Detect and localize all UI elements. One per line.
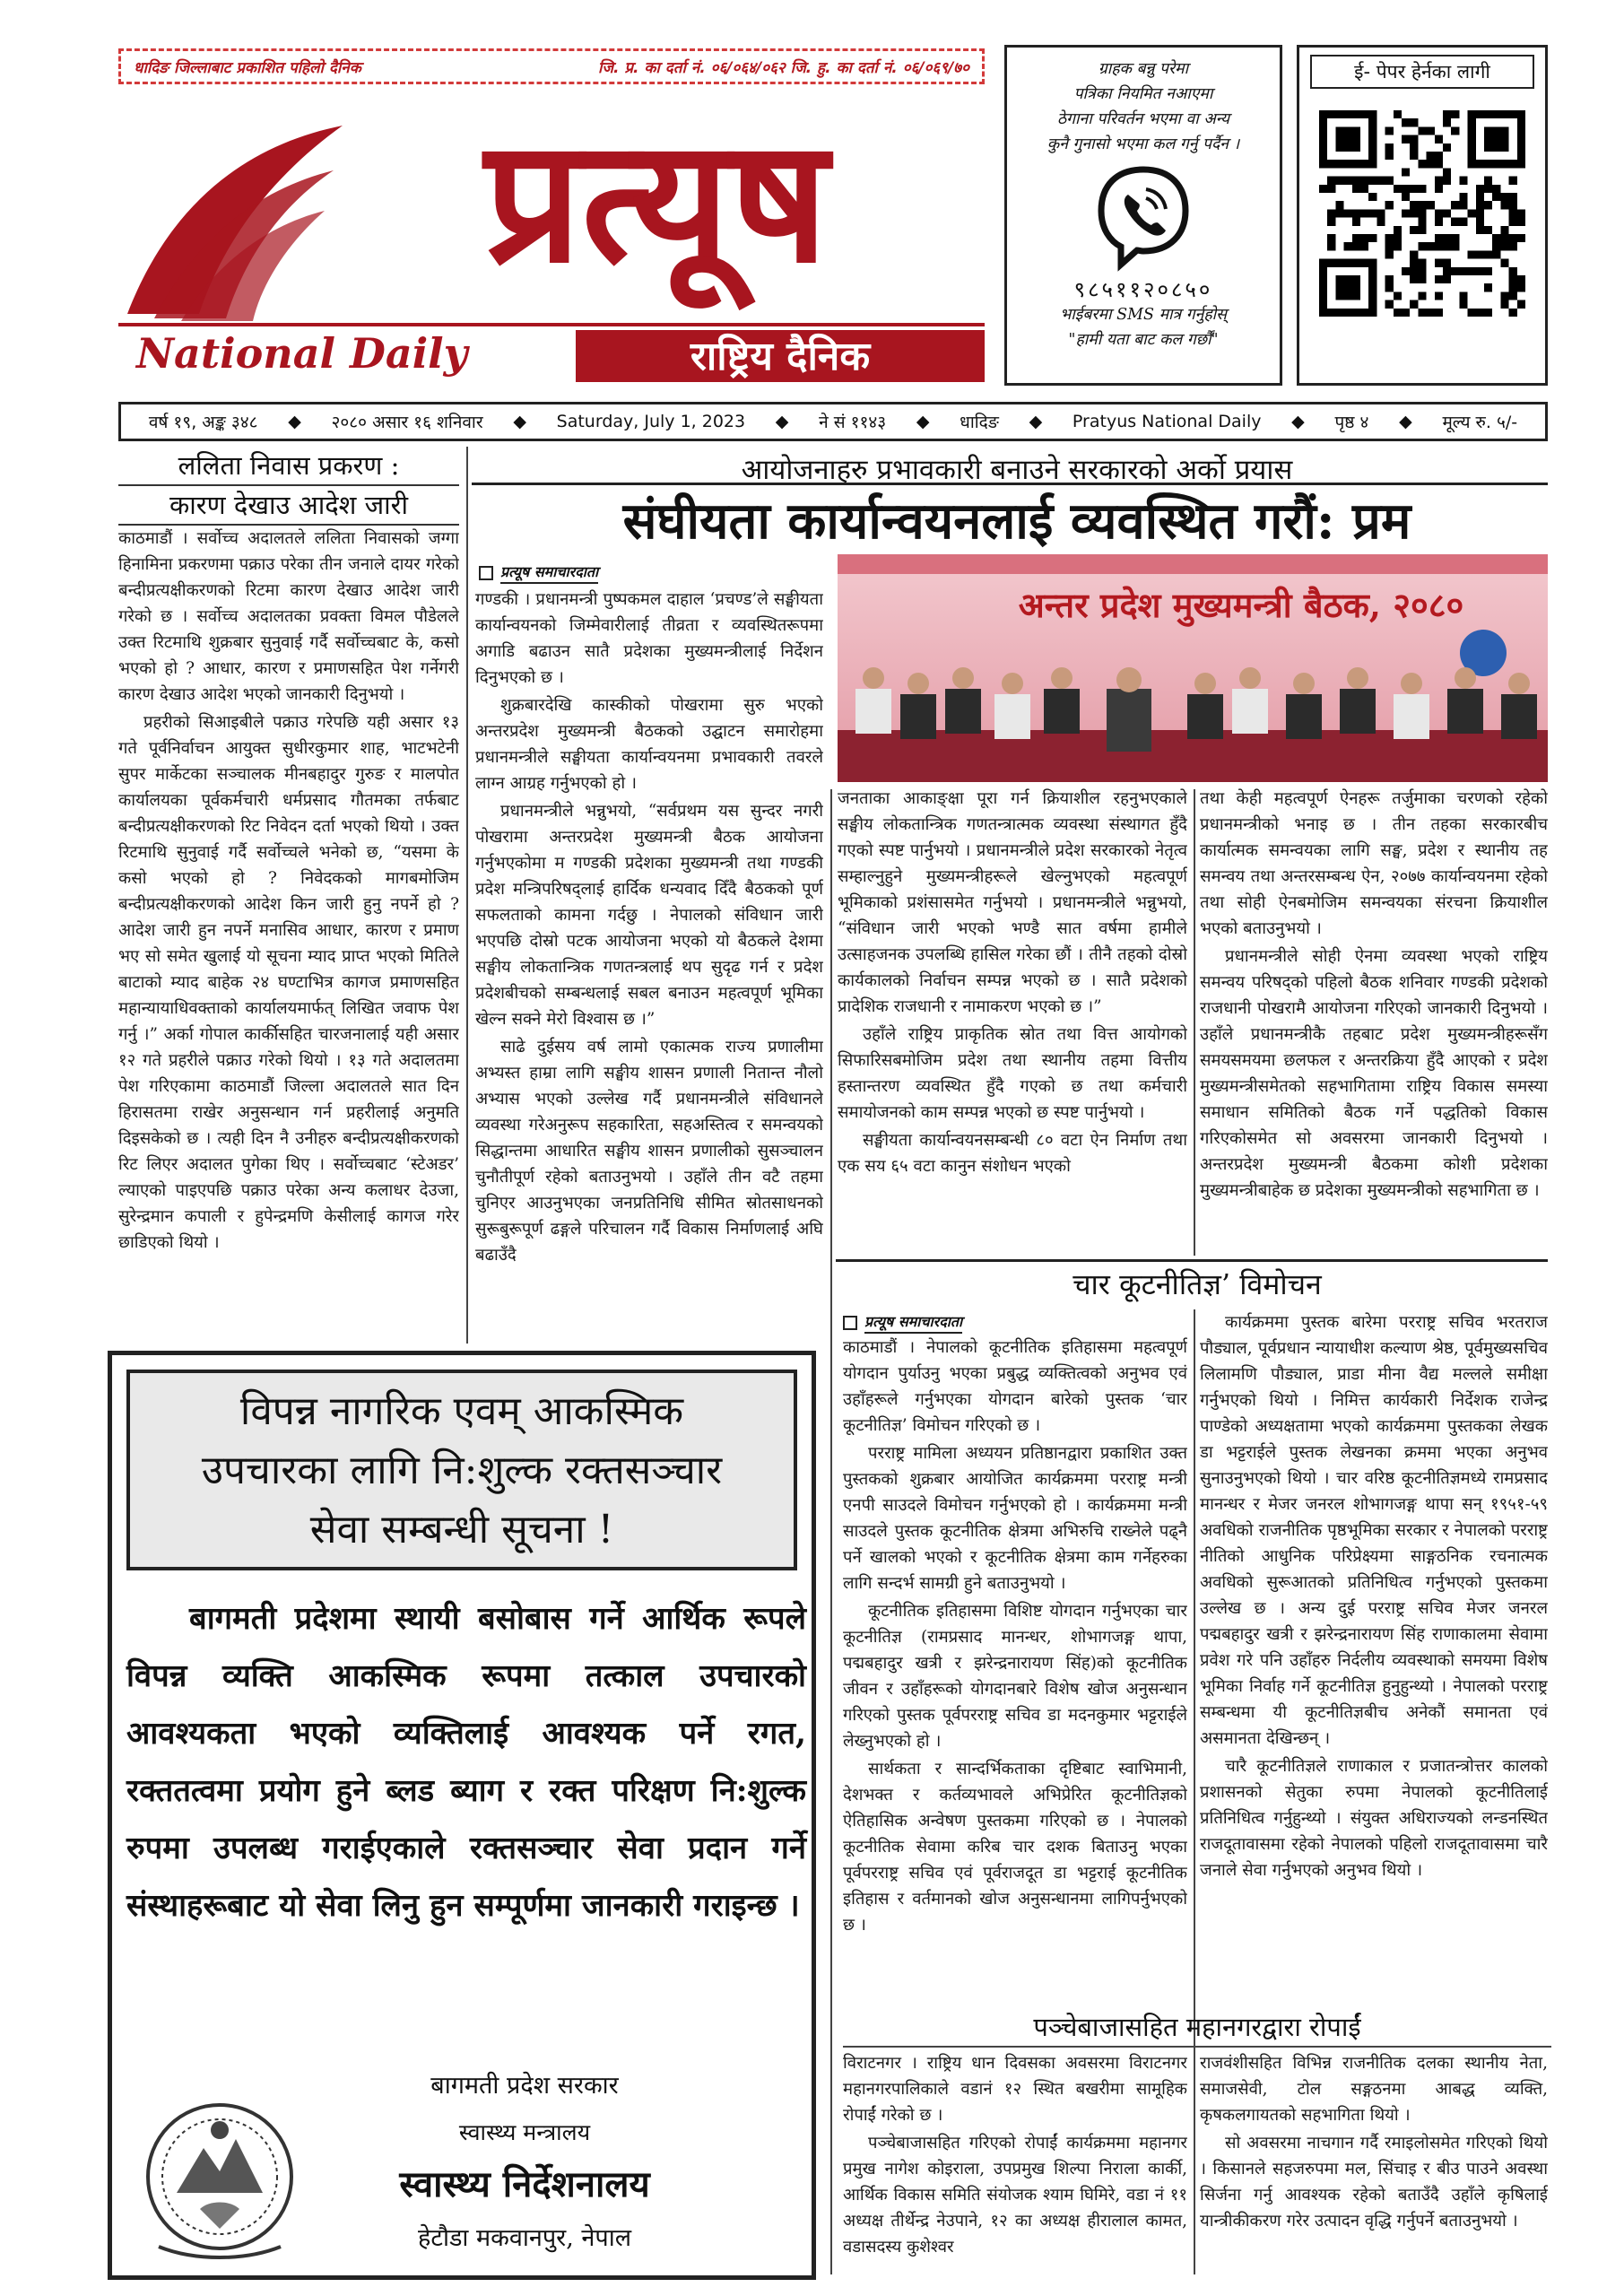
paragraph: तथा केही महत्वपूर्ण ऐनहरू तर्जुमाका चरणको रहेको प्रधानमन्त्रीको भनाइ छ । तीन तहका सरकारबीच कार्यात्मक समन्वयका लागि सङ्घ, प्रदेश र स्थानीय तह समन्वय तथा अन्तरसम्बन्ध ऐन, २०७७ कार्यान्वयनमा रहेको तथा सोही ऐनबमोजिम समन्वयका संरचना क्रियाशील भएको बताउनुभयो । xyxy=(1200,789,1548,938)
registration-strip xyxy=(118,48,985,84)
left-story-title xyxy=(118,447,459,526)
paragraph: उहाँले राष्ट्रिय प्राकृतिक स्रोत तथा वित्त आयोगको सिफारिसबमोजिम प्रदेश तथा स्थानीय तहमा वित्तीय हस्तान्तरण व्यवस्थित हुँदै गएको छ तथा कर्मचारी समायोजनको काम सम्पन्न भएको छ स्पष्ट पार्नुभयो । xyxy=(838,1025,1187,1122)
logo-svg xyxy=(118,90,985,386)
column-rule xyxy=(1194,789,1195,1256)
paragraph: कूटनीतिक इतिहासमा विशिष्ट योगदान गर्नुभएका चार कूटनीतिज्ञ (रामप्रसाद मानन्धर, शोभागजङ्ग थापा, पद्मबहादुर खत्री र झरेन्द्रनारायण सिंह)को कूटनीतिक जीवन र उहाँहरूको योगदानबारे विशेष खोज अनुसन्धान गरिएको पुस्तक पूर्वपरराष्ट्र सचिव डा मदनकुमार भट्टराईले लेख्नुभएको हो । xyxy=(843,1602,1187,1751)
issue-volume: वर्ष १९, अङ्क ३४८ xyxy=(148,413,258,432)
lead-story-column-2 xyxy=(838,786,1187,1256)
paragraph: सार्थकता र सान्दर्भिकताका दृष्टिबाट स्वाभिमानी, देशभक्त र कर्तव्यभावले अभिप्रेरित कूटनीतिज्ञको ऐतिहासिक अन्वेषण पुस्तकमा गरिएको छ । नेपालको कूटनीतिक सेवामा करिब चार दशक बिताउनु भएका पूर्वपरराष्ट्र सचिव एवं पूर्वराजदूत डा भट्टराई कूटनीतिक इतिहास र वर्तमानको खोज अनुसन्धानमा लागिपर्नुभएको छ । xyxy=(843,1760,1187,1935)
subscribe-line-3: ठेगाना परिवर्तन भएमा वा अन्य xyxy=(1056,110,1230,128)
second-story-column-2 xyxy=(1200,1309,1548,2002)
paragraph: सङ्घीयता कार्यान्वयनसम्बन्धी ८० वटा ऐन निर्माण तथा एक सय ६५ वटा कानुन संशोधन भएको xyxy=(838,1131,1187,1176)
paragraph: प्रहरीको सिआइबीले पक्राउ गरेपछि यही असार १३ गते पूर्वनिर्वाचन आयुक्त सुधीरकुमार शाह, भाटभटेनी सुपर मार्केटका सञ्चालक मीनबहादुर गुरुङ र मालपोत कार्यालयका पूर्वकर्मचारी धर्मप्रसाद गौतमका तर्फबाट बन्दीप्रत्यक्षीकरणको रिट निवेदन दर्ता भएको थियो । उक्त रिटमाथि सुनुवाई गर्दै सर्वोच्चले भनेको छ, “यसमा के कसो भएको हो ? निवेदकको मागबमोजिम बन्दीप्रत्यक्षीकरणको आदेश किन जारी हुनु नपर्ने हो ? आदेश जारी हुन नपर्ने मनासिव आधार, कारण र प्रमाण भए सो समेत खुलाई यो सूचना म्याद प्राप्त भएको मितिले बाटाको म्याद बाहेक २४ घण्टाभित्र कागज प्रमाणसहित महान्यायाधिवक्ताको कार्यालयमार्फत् लिखित जवाफ पेश गर्नु ।” अर्का गोपाल कार्कीसहित चारजनालाई यही असार १२ गते प्रहरीले पक्राउ गरेको थियो । १३ गते अदालतमा पेश गरिएकामा काठमाडौं जिल्ला अदालतले सात दिन हिरासतमा राखेर अनुसन्धान गर्न प्रहरीलाई अनुमति दिइसकेको छ । त्यही दिन नै उनीहरु बन्दीप्रत्यक्षीकरणको रिट लिएर अदालत पुगेका थिए । सर्वोच्चबाट ‘स्टेअडर’ ल्याएको पाइएपछि पक्राउ परेका अन्य कलाधर देउजा, सुरेन्द्रमान कपाली र हुपेन्द्रमणि केसीलाई कागज गरेर छाडिएको थियो । xyxy=(118,713,459,1252)
column-rule xyxy=(1194,1309,1195,2274)
qr-code-icon[interactable] xyxy=(1319,110,1525,317)
paragraph: शुक्रबारदेखि कास्कीको पोखरामा सुरु भएको अन्तरप्रदेश मुख्यमन्त्री बैठकको उद्घाटन समारोहमा प्रधानमन्त्रीले सङ्घीयता कार्यान्वयनमा प्रभावकारी तवरले लाग्न आग्रह गर्नुभएको हो । xyxy=(475,696,823,793)
lead-story-column-1 xyxy=(475,587,823,1342)
lead-story-column-3 xyxy=(1200,786,1548,1256)
notice-title-line-3: सेवा सम्बन्धी सूचना ! xyxy=(309,1507,614,1552)
newspaper-logo xyxy=(118,90,985,386)
second-story-column-1 xyxy=(843,1335,1187,1996)
phone-number: ९८५११२०८५० xyxy=(1073,277,1213,302)
checkbox-square-icon xyxy=(479,566,493,580)
left-story-title-line-2: कारण देखाउ आदेश जारी xyxy=(118,486,459,526)
issue-era: ने सं ११४३ xyxy=(819,413,887,432)
issue-info-bar: वर्ष १९, अङ्क ३४८ ◆ २०८० असार १६ शनिवार ◆ Saturday, July 1, 2023 ◆ ने सं ११४३ ◆ धादिङ ◆ Pratyus National Daily ◆ पृष्ठ ४ ◆ मूल्य रु. ५/- xyxy=(118,402,1548,441)
third-story-column-1 xyxy=(843,2050,1187,2266)
byline-text: प्रत्यूष समाचारदाता xyxy=(864,1311,962,1334)
paragraph: सो अवसरमा नाचगान गर्दै रमाइलोसमेत गरिएको थियो । किसानले सहजरुपमा मल, सिंचाइ र बीउ पाउने अवस्था सिर्जना गर्नु आवश्यक रहेको बताउँदै उहाँले कृषिलाई यान्त्रीकीकरण गरेर उत्पादन वृद्धि गर्नुपर्ने बताउनुभयो । xyxy=(1200,2134,1548,2231)
issue-date-english: Saturday, July 1, 2023 xyxy=(556,412,746,431)
paragraph: चारै कूटनीतिज्ञले राणाकाल र प्रजातन्त्रोत्तर कालको प्रशासनको सेतुका रुपमा नेपालको कूटनीतिलाई प्रतिनिधित्व गर्नुहुन्थ्यो । संयुक्त अधिराज्यको लन्डनस्थित राजदूतावासमा रहेको नेपालको पहिलो राजदूतावासमा चारै जनाले सेवा गर्नुभएको अनुभव थियो । xyxy=(1200,1757,1548,1880)
sign-address: हेटौडा मकवानपुर, नेपाल xyxy=(418,2224,631,2252)
paragraph: प्रधानमन्त्रीले भन्नुभयो, “सर्वप्रथम यस सुन्दर नगरी पोखरामा अन्तरप्रदेश मुख्यमन्त्री बैठक आयोजना गर्नुभएकोमा म गण्डकी प्रदेशका मुख्यमन्त्री तथा गण्डकी प्रदेश मन्त्रिपरिषद्लाई हार्दिक धन्यवाद दिँदै बैठकको पूर्ण सफलताको कामना गर्दछु । नेपालको संविधान जारी भएपछि दोस्रो पटक आयोजना भएको यो बैठकले देशमा सङ्घीय लोकतान्त्रिक गणतन्त्रलाई थप सुदृढ गर्न र प्रदेश प्रदेशबीचको सम्बन्धलाई सबल बनाउन महत्वपूर्ण भूमिका खेल्न सक्ने मेरो विश्वास छ ।” xyxy=(475,802,823,1029)
paragraph: कार्यक्रममा पुस्तक बारेमा परराष्ट्र सचिव भरतराज पौड्याल, पूर्वप्रधान न्यायाधीश कल्याण श्रेष्ठ, पूर्वमुख्यसचिव लिलामणि पौड्याल, प्राडा मीना वैद्य मल्लले समीक्षा गर्नुभएको थियो । निमित्त कार्यकारी निर्देशक राजेन्द्र पाण्डेको अध्यक्षतामा भएको कार्यक्रममा पुस्तकका लेखक डा भट्टराईले पुस्तक लेखनका क्रममा भएका अनुभव सुनाउनुभएको थियो । चार वरिष्ठ कूटनीतिज्ञमध्ये रामप्रसाद मानन्धर र मेजर जनरल शोभागजङ्ग थापा सन् १९५१-५९ अवधिको राजनीतिक पृष्ठभूमिका सरकार र नेपालको परराष्ट्र नीतिको आधुनिक परिप्रेक्ष्यमा साङ्गठनिक रचनात्मक अवधिको सुरूआतको प्रतिनिधित्व गर्नुभएको पुस्तकमा उल्लेख छ । अन्य दुई परराष्ट्र सचिव मेजर जनरल पद्मबहादुर खत्री र झरेन्द्रनारायण सिंह राणाकालमा सेवामा प्रवेश गरे पनि उहाँहरु निर्दलीय व्यवस्थाको समयमा विशेष भूमिका निर्वाह गर्ने कूटनीतिज्ञ हुनुहुन्थ्यो । नेपालको परराष्ट्र सम्बन्धमा यी कूटनीतिज्ञबीच अनेकौं समानता एवं असमानता देखिन्छन् । xyxy=(1200,1313,1548,1748)
lead-story-kicker: आयोजनाहरु प्रभावकारी बनाउने सरकारको अर्को प्रयास xyxy=(741,454,1293,486)
story-divider xyxy=(836,1259,1548,1262)
subscribe-line-2: पत्रिका नियमित नआएमा xyxy=(1073,85,1213,103)
sign-government: बागमती प्रदेश सरकार xyxy=(430,2072,619,2100)
lead-story-headline: संघीयता कार्यान्वयनलाई व्यवस्थित गरौं: प्रम xyxy=(622,491,1411,551)
strip-right-text: जि. प्र. का दर्ता नं. ०६/०६४/०६२ जि. हु. का दर्ता नं. ०६/०६९/७० xyxy=(597,58,969,77)
lead-story-byline xyxy=(479,561,598,584)
subscribe-box xyxy=(1004,45,1282,386)
nepal-emblem-icon xyxy=(141,2094,299,2261)
paragraph: जनताका आकाङ्क्षा पूरा गर्न क्रियाशील रहनुभएकाले सङ्घीय लोकतान्त्रिक गणतन्त्रात्मक व्यवस्था संस्थागत हुँदै गएको स्पष्ट पार्नुभयो । प्रधानमन्त्रीले प्रदेश सरकारको नेतृत्व सम्हाल्नुहुने मुख्यमन्त्रीहरूले खेल्नुभएको महत्वपूर्ण भूमिकाको प्रशंसासमेत गर्नुभयो । प्रधानमन्त्रीले भन्नुभयो, “संविधान जारी भएको भण्डै सात वर्षमा हामीले उत्साहजनक उपलब्धि हासिल गरेका छौं । तीनै तहको दोस्रो कार्यकालको निर्वाचन सम्पन्न भएको छ । सातै प्रदेशको प्रादेशिक राजधानी र नामाकरण भएको छ ।” xyxy=(838,789,1187,1016)
third-story-column-2 xyxy=(1200,2050,1548,2266)
second-story-byline xyxy=(843,1311,962,1334)
third-story-headline: पञ्चेबाजासहित महानगरद्वारा रोपाईं xyxy=(843,2009,1551,2048)
notice-title-line-2: उपचारका लागि नि:शुल्क रक्तसञ्चार xyxy=(201,1448,723,1493)
paragraph: काठमाडौं । सर्वोच्च अदालतले ललिता निवासको जग्गा हिनामिना प्रकरणमा पक्राउ परेका तीन जनाले दायर गरेको बन्दीप्रत्यक्षीकरणको रिटमा कारण देखाउ आदेश जारी गरेको छ । सर्वोच्च अदालतका प्रवक्ता विमल पौडेलले उक्त रिटमाथि शुक्रबार सुनुवाई गर्दै सर्वोच्चबाट के, कसो भएको हो ? आधार, कारण र प्रमाणसहित पेश गर्नेगरी कारण देखाउ आदेश भएको जानकारी दिनुभयो । xyxy=(118,529,459,704)
paragraph: प्रधानमन्त्रीले सोही ऐनमा व्यवस्था भएको राष्ट्रिय समन्वय परिषद्को पहिलो बैठक शनिवार गण्डकी प्रदेशको राजधानी पोखरामै आयोजना गरिएको जानकारी दिनुभयो । उहाँले प्रधानमन्त्रीकै तहबाट प्रदेश मुख्यमन्त्रीहरूसँग समयसमयमा छलफल र अन्तरक्रिया हुँदै आएको र प्रदेश मुख्यमन्त्रीसमेतको सहभागितामा राष्ट्रिय विकास समस्या समाधान समितिको बैठक गर्ने पद्धतिको विकास गरिएकोसमेत सो अवसरमा जानकारी दिनुभयो । अन्तरप्रदेश मुख्यमन्त्री बैठकमा कोशी प्रदेशका मुख्यमन्त्रीबाहेक छ प्रदेशका मुख्यमन्त्रीको सहभागिता छ । xyxy=(1200,947,1548,1200)
sign-directorate: स्वास्थ्य निर्देशनालय xyxy=(399,2163,650,2205)
epaper-label: ई- पेपर हेर्नका लागी xyxy=(1310,55,1534,89)
quill-decoration-icon xyxy=(127,126,343,321)
epaper-box xyxy=(1297,45,1548,386)
meeting-photo-icon xyxy=(838,554,1548,782)
notice-title-line-1: विपन्न नागरिक एवम् आकस्मिक xyxy=(239,1388,684,1434)
issue-price: मूल्य रु. ५/- xyxy=(1442,413,1518,432)
logo-nepali-text: प्रत्यूष xyxy=(484,100,829,300)
issue-page: पृष्ठ ४ xyxy=(1334,413,1369,432)
column-rule xyxy=(830,789,832,2274)
paragraph: गण्डकी । प्रधानमन्त्री पुष्पकमल दाहाल ‘प्रचण्ड’ले सङ्घीयता कार्यान्वयनको जिम्मेवारीलाई तीव्रता र व्यवस्थितरूपमा अगाडि बढाउन सातै प्रदेशका मुख्यमन्त्रीलाई निर्देशन दिनुभएको छ । xyxy=(475,590,823,687)
paragraph: परराष्ट्र मामिला अध्ययन प्रतिष्ठानद्वारा प्रकाशित उक्त पुस्तकको शुक्रबार आयोजित कार्यक्रममा परराष्ट्र मन्त्री एनपी साउदले विमोचन गर्नुभएको हो । कार्यक्रममा मन्त्री साउदले पुस्तक कूटनीतिक क्षेत्रमा अभिरुचि राख्नेले पढ्नै पर्ने खालको भएको र कूटनीतिक क्षेत्रमा काम गर्नेहरुका लागि सन्दर्भ सामग्री हुने बताउनुभयो । xyxy=(843,1444,1187,1593)
subscribe-line-4: कुनै गुनासो भएमा कल गर्नु पर्दैन । xyxy=(1046,135,1240,153)
viber-icon xyxy=(1094,164,1193,272)
issue-date-nepali: २०८० असार १६ शनिवार xyxy=(331,413,483,432)
paragraph: राजवंशीसहित विभिन्न राजनीतिक दलका स्थानीय नेता, समाजसेवी, टोल सङ्गठनमा आबद्ध व्यक्ति, कृषकलगायतको सहभागिता थियो । xyxy=(1200,2054,1548,2125)
byline-text: प्रत्यूष समाचारदाता xyxy=(500,561,598,584)
logo-tagline-text: राष्ट्रिय दैनिक xyxy=(690,334,871,379)
subscribe-line-1: ग्राहक बन्नु परेमा xyxy=(1098,60,1189,78)
subscribe-line-5: भाईबरमा SMS मात्र गर्नुहोस् xyxy=(1059,306,1228,324)
second-story-headline: चार कूटनीतिज्ञ’ विमोचन xyxy=(1073,1267,1322,1301)
subscribe-line-6: "हामी यता बाट कल गर्छौं" xyxy=(1068,331,1219,349)
paragraph: काठमाडौं । नेपालको कूटनीतिक इतिहासमा महत्वपूर्ण योगदान पुर्याउनु भएका प्रबुद्ध व्यक्तित्वको अनुभव एवं उहाँहरूले गर्नुभएका योगदान बारेको पुस्तक ‘चार कूटनीतिज्ञ’ विमोचन गरिएको छ । xyxy=(843,1338,1187,1435)
checkbox-square-icon xyxy=(843,1316,857,1330)
left-story-title-line-1: ललिता निवास प्रकरण : xyxy=(118,447,459,486)
notice-body xyxy=(126,1590,806,1935)
issue-place: धादिङ xyxy=(960,413,999,432)
paragraph: विराटनगर । राष्ट्रिय धान दिवसका अवसरमा विराटनगर महानगरपालिकाले वडानं १२ स्थित बखरीमा सामूहिक रोपाईं गरेको छ । xyxy=(843,2054,1187,2125)
notice-title xyxy=(126,1370,797,1570)
notice-signature xyxy=(291,2037,758,2263)
lead-story-photo xyxy=(838,554,1548,782)
sign-ministry: स्वास्थ्य मन्त्रालय xyxy=(458,2119,591,2145)
public-notice xyxy=(108,1351,816,2280)
logo-english-text: National Daily xyxy=(136,329,468,378)
photo-banner-text: अन्तर प्रदेश मुख्यमन्त्री बैठक, २०८० xyxy=(1018,585,1464,625)
paragraph: पञ्चेबाजासहित गरिएको रोपाईं कार्यक्रममा महानगर प्रमुख नागेश कोइराला, उपप्रमुख शिल्पा निराला कार्की, आर्थिक विकास समिति संयोजक श्याम घिमिरे, वडा नं ११ अध्यक्ष तीर्थेन्द्र नेउपाने, १२ का अध्यक्ष हीरालाल कामत, वडासदस्य कुशेश्वर xyxy=(843,2134,1187,2257)
issue-paper-name: Pratyus National Daily xyxy=(1072,412,1262,431)
paragraph: साढे दुईसय वर्ष लामो एकात्मक राज्य प्रणालीमा अभ्यस्त हाम्रा लागि सङ्घीय शासन प्रणाली नितान्त नौलो अभ्यास भएको उल्लेख गर्दै प्रधानमन्त्रीले संविधानले व्यवस्था गरेअनुरूप सहकारिता, सहअस्तित्व र समन्वयको सिद्धान्तमा आधारित सङ्घीय शासन प्रणालीको सुसञ्चालन चुनौतीपूर्ण रहेको बताउनुभयो । उहाँले तीन वटै तहमा चुनिएर आउनुभएका जनप्रतिनिधि सीमित स्रोतसाधनको सुरूबुरूपूर्ण ढङ्गले परिचालन गर्दै विकास निर्माणलाई अघि बढाउँदै xyxy=(475,1038,823,1265)
left-story-body xyxy=(118,526,459,1333)
notice-body-text: बागमती प्रदेशमा स्थायी बसोबास गर्ने आर्थिक रूपले विपन्न व्यक्ति आकस्मिक रूपमा तत्काल उपचारको आवश्यकता भएको व्यक्तिलाई आवश्यक पर्ने रगत, रक्ततत्वमा प्रयोग हुने ब्लड ब्याग र रक्त परिक्षण नि:शुल्क रुपमा उपलब्ध गराईएकाले रक्तसञ्चार सेवा प्रदान गर्ने संस्थाहरूबाट यो सेवा लिनु हुन सम्पूर्णमा जानकारी गराइन्छ । xyxy=(126,1601,806,1924)
strip-left-text: धादिङ जिल्लाबाट प्रकाशित पहिलो दैनिक xyxy=(134,58,361,77)
column-rule xyxy=(466,447,468,1344)
